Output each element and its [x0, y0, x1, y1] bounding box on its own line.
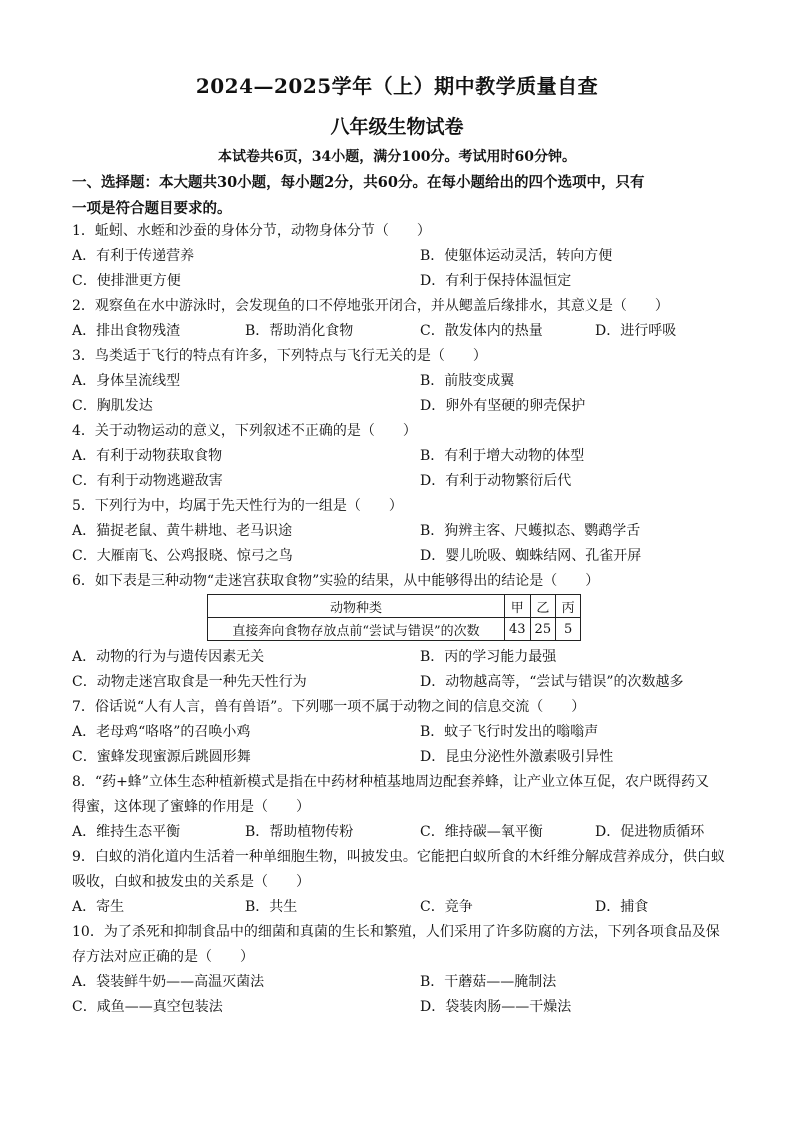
question-5-option-b: B．狗辨主客、尺蠖拟态、鹦鹉学舌: [420, 523, 641, 539]
table-header-row: [208, 595, 581, 618]
question-5-stem: 5．下列行为中，均属于先天性行为的一组是（ ）: [72, 498, 403, 514]
question-6-option-c: C．动物走迷宫取食是一种先天性行为: [72, 674, 307, 690]
table-header-cell: 丙: [556, 595, 581, 618]
question-2-option-d: D．进行呼吸: [595, 323, 677, 339]
table-cell: 直接奔向食物存放点前“尝试与错误”的次数: [208, 618, 505, 641]
table-cell: 43: [505, 618, 531, 641]
question-10-stem-line1: 10．为了杀死和抑制食品中的细菌和真菌的生长和繁殖，人们采用了许多防腐的方法，下列各项食品及保: [72, 924, 720, 940]
question-5-option-c: C．大雁南飞、公鸡报晓、惊弓之鸟: [72, 548, 293, 564]
question-9-option-b: B．共生: [245, 899, 298, 915]
question-5-option-a: A．猫捉老鼠、黄牛耕地、老马识途: [72, 523, 293, 539]
question-9-stem-line2: 吸收，白蚁和披发虫的关系是（ ）: [72, 874, 310, 890]
question-3-stem: 3．鸟类适于飞行的特点有许多，下列特点与飞行无关的是（ ）: [72, 348, 487, 364]
question-1-option-b: B．使躯体运动灵活，转向方便: [420, 248, 613, 264]
question-6-stem: 6．如下表是三种动物“走迷宫获取食物”实验的结果，从中能够得出的结论是（ ）: [72, 573, 600, 589]
question-7-option-c: C．蜜蜂发现蜜源后跳圆形舞: [72, 749, 251, 765]
question-2-option-a: A．排出食物残渣: [72, 323, 181, 339]
section-heading: [72, 170, 732, 222]
question-9-option-c: C．竞争: [420, 899, 473, 915]
table-cell: 25: [530, 618, 556, 641]
question-1-stem: 1．蚯蚓、水蛭和沙蚕的身体分节，动物身体分节（ ）: [72, 223, 431, 239]
question-3-option-d: D．卵外有坚硬的卵壳保护: [420, 398, 586, 414]
question-5-option-d: D．婴儿吮吸、蜘蛛结网、孔雀开屏: [420, 548, 642, 564]
question-8-stem-line1: 8．“药+蜂”立体生态种植新模式是指在中药材种植基地周边配套养蜂，让产业立体互促，农户既得药又: [72, 774, 709, 790]
question-10-option-a: A．袋装鲜牛奶——高温灭菌法: [72, 974, 265, 990]
exam-info: 本试卷共6页，34小题，满分100分。考试用时60分钟。: [218, 149, 576, 165]
question-9-stem-line1: 9．白蚁的消化道内生活着一种单细胞生物，叫披发虫。它能把白蚁所食的木纤维分解成营养成分，供白蚁: [72, 849, 725, 865]
question-6-option-d: D．动物越高等，“尝试与错误”的次数越多: [420, 674, 684, 690]
question-6-option-b: B．丙的学习能力最强: [420, 649, 557, 665]
question-4-option-d: D．有利于动物繁衍后代: [420, 473, 572, 489]
question-9-option-d: D．捕食: [595, 899, 649, 915]
question-4-stem: 4．关于动物运动的意义，下列叙述不正确的是（ ）: [72, 423, 417, 439]
question-3-option-b: B．前肢变成翼: [420, 373, 515, 389]
question-8-stem-line2: 得蜜，这体现了蜜蜂的作用是（ ）: [72, 799, 310, 815]
question-7-stem: 7．俗话说“人有人言，兽有兽语”。下列哪一项不属于动物之间的信息交流（ ）: [72, 699, 586, 715]
question-7-option-a: A．老母鸡“咯咯”的召唤小鸡: [72, 724, 251, 740]
question-8-option-c: C．维持碳—氧平衡: [420, 824, 543, 840]
maze-results-table: [207, 594, 581, 641]
question-6-option-a: A．动物的行为与遗传因素无关: [72, 649, 265, 665]
question-4-option-c: C．有利于动物逃避敌害: [72, 473, 223, 489]
question-3-option-c: C．胸肌发达: [72, 398, 153, 414]
table-header-cell: 甲: [505, 595, 531, 618]
question-1-option-d: D．有利于保持体温恒定: [420, 273, 572, 289]
table-row: [208, 618, 581, 641]
question-3-option-a: A．身体呈流线型: [72, 373, 181, 389]
section-heading-line1: 一、选择题：本大题共30小题，每小题2分，共60分。在每小题给出的四个选项中，只有: [72, 174, 645, 191]
table-header-cell: 乙: [530, 595, 556, 618]
exam-subtitle: 八年级生物试卷: [330, 116, 464, 138]
table-cell: 5: [556, 618, 581, 641]
question-2-stem: 2．观察鱼在水中游泳时，会发现鱼的口不停地张开闭合，并从鳃盖后缘排水，其意义是（ ）: [72, 298, 669, 314]
question-2-option-c: C．散发体内的热量: [420, 323, 543, 339]
question-4-option-b: B．有利于增大动物的体型: [420, 448, 585, 464]
question-4-option-a: A．有利于动物获取食物: [72, 448, 223, 464]
question-8-option-a: A．维持生态平衡: [72, 824, 181, 840]
question-7-option-d: D．昆虫分泌性外激素吸引异性: [420, 749, 614, 765]
section-heading-line2: 一项是符合题目要求的。: [72, 200, 232, 217]
question-10-option-b: B．干蘑菇——腌制法: [420, 974, 557, 990]
question-10-stem-line2: 存方法对应正确的是（ ）: [72, 949, 254, 965]
table-header-cell: 动物种类: [208, 595, 505, 618]
question-1-option-a: A．有利于传递营养: [72, 248, 195, 264]
question-9-option-a: A．寄生: [72, 899, 125, 915]
question-2-option-b: B．帮助消化食物: [245, 323, 354, 339]
question-8-option-d: D．促进物质循环: [595, 824, 705, 840]
question-1-option-c: C．使排泄更方便: [72, 273, 181, 289]
question-10-option-c: C．咸鱼——真空包装法: [72, 999, 223, 1015]
question-10-option-d: D．袋装肉肠——干燥法: [420, 999, 572, 1015]
exam-title: 2024—2025学年（上）期中教学质量自查: [195, 74, 599, 98]
question-8-option-b: B．帮助植物传粉: [245, 824, 354, 840]
question-7-option-b: B．蚊子飞行时发出的嗡嗡声: [420, 724, 599, 740]
